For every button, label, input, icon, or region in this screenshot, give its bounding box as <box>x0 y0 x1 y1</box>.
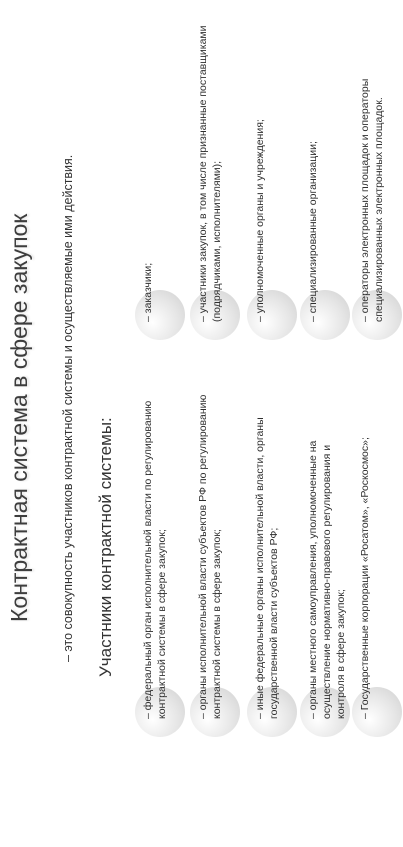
left-item-text: – Государственные корпорации «Росатом», «Роскосмос»; <box>359 437 371 719</box>
participants-heading: Участники контрактной системы: <box>96 417 115 677</box>
left-item-text: – федеральный орган исполнительной власти по регулированию контрактной системы в сфере закупок; <box>142 400 168 719</box>
right-item-text: – участники закупок, в том числе признанные поставщиками (подрядчиками, исполнителями); <box>197 25 223 322</box>
slide-subtitle: – это совокупность участников контрактной системы и осуществляемые ими действия. <box>61 154 75 662</box>
right-item-text: – заказчики; <box>142 262 154 322</box>
right-item-text: – операторы электронных площадок и операторы специализированных электронных площадок. <box>359 78 385 322</box>
left-item-text: – органы исполнительной власти субъектов РФ по регулированию контрактной системы в сфере закупок; <box>197 394 223 719</box>
slide-title: Контрактная система в сфере закупок <box>6 213 32 622</box>
left-item-text: – органы местного самоуправления, уполномоченные на осуществление нормативно-правового регулирования и контроля в сфере закупок; <box>307 440 347 719</box>
right-item-text: – специализированные организации; <box>307 141 319 322</box>
right-item-text: – уполномоченные органы и учреждения; <box>254 119 266 322</box>
left-item-text: – иные федеральные органы исполнительной власти, органы государственной власти субъектов РФ; <box>254 417 280 719</box>
